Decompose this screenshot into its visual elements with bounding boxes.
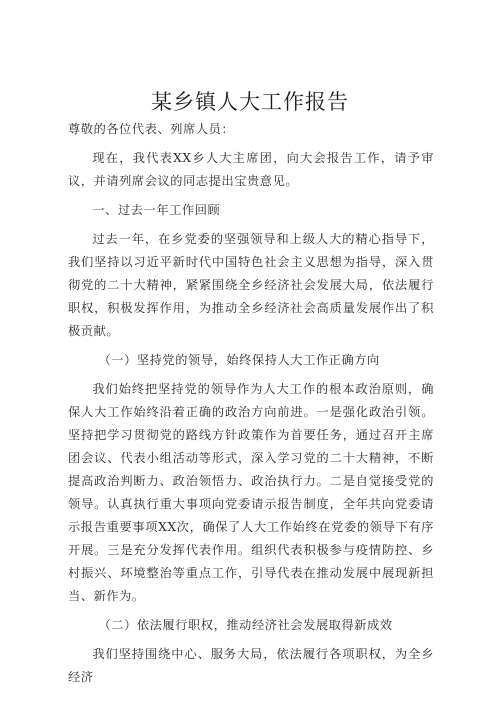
section-heading: 一、过去一年工作回顾 [92,203,221,217]
subsection-heading: （二）依法履行职权，推动经济社会发展取得新成效 [98,618,393,632]
intro-paragraph: 现在，我代表XX乡人大主席团，向大会报告工作，请予审议，并请列席会议的同志提出宝贵意见。 [68,151,434,188]
subsection-paragraph: 我们始终把坚持党的领导作为人大工作的根本政治原则，确保人大工作始终沿着正确的政治方向前进。一是强化政治引领。坚持把学习贯彻党的路线方针政策作为首要任务，通过召开主席团会议、代表小组活动等形式，深入学习党的二十大精神，不断提高政治判断力、政治领悟力、政治执行力。二是自觉接受党的领导。认真执行重大事项向党委请示报告制度，全年共向党委请示报告重要事项XX次，确保了人大工作始终在党委的领导下有序开展。三是充分发挥代表作用。组织代表积极参与疫情防控、乡村振兴、环境整治等重点工作，引导代表在推动发展中展现新担当、新作为。 [68,382,434,603]
salutation: 尊敬的各位代表、列席人员： [68,122,235,136]
subsection-paragraph: 我们坚持围绕中心、服务大局，依法履行各项职权，为全乡经济 [68,647,434,684]
document-title: 某乡镇人大工作报告 [151,90,349,114]
subsection-heading: （一）坚持党的领导，始终保持人大工作正确方向 [98,353,380,367]
section-paragraph: 过去一年，在乡党委的坚强领导和上级人大的精心指导下，我们坚持以习近平新时代中国特色社会主义思想为指导，深入贯彻党的二十大精神，紧紧围绕全乡经济社会发展大局，依法履行职权，积极发挥作用，为推动全乡经济社会高质量发展作出了积极贡献。 [68,232,434,338]
document-body [68,118,434,689]
